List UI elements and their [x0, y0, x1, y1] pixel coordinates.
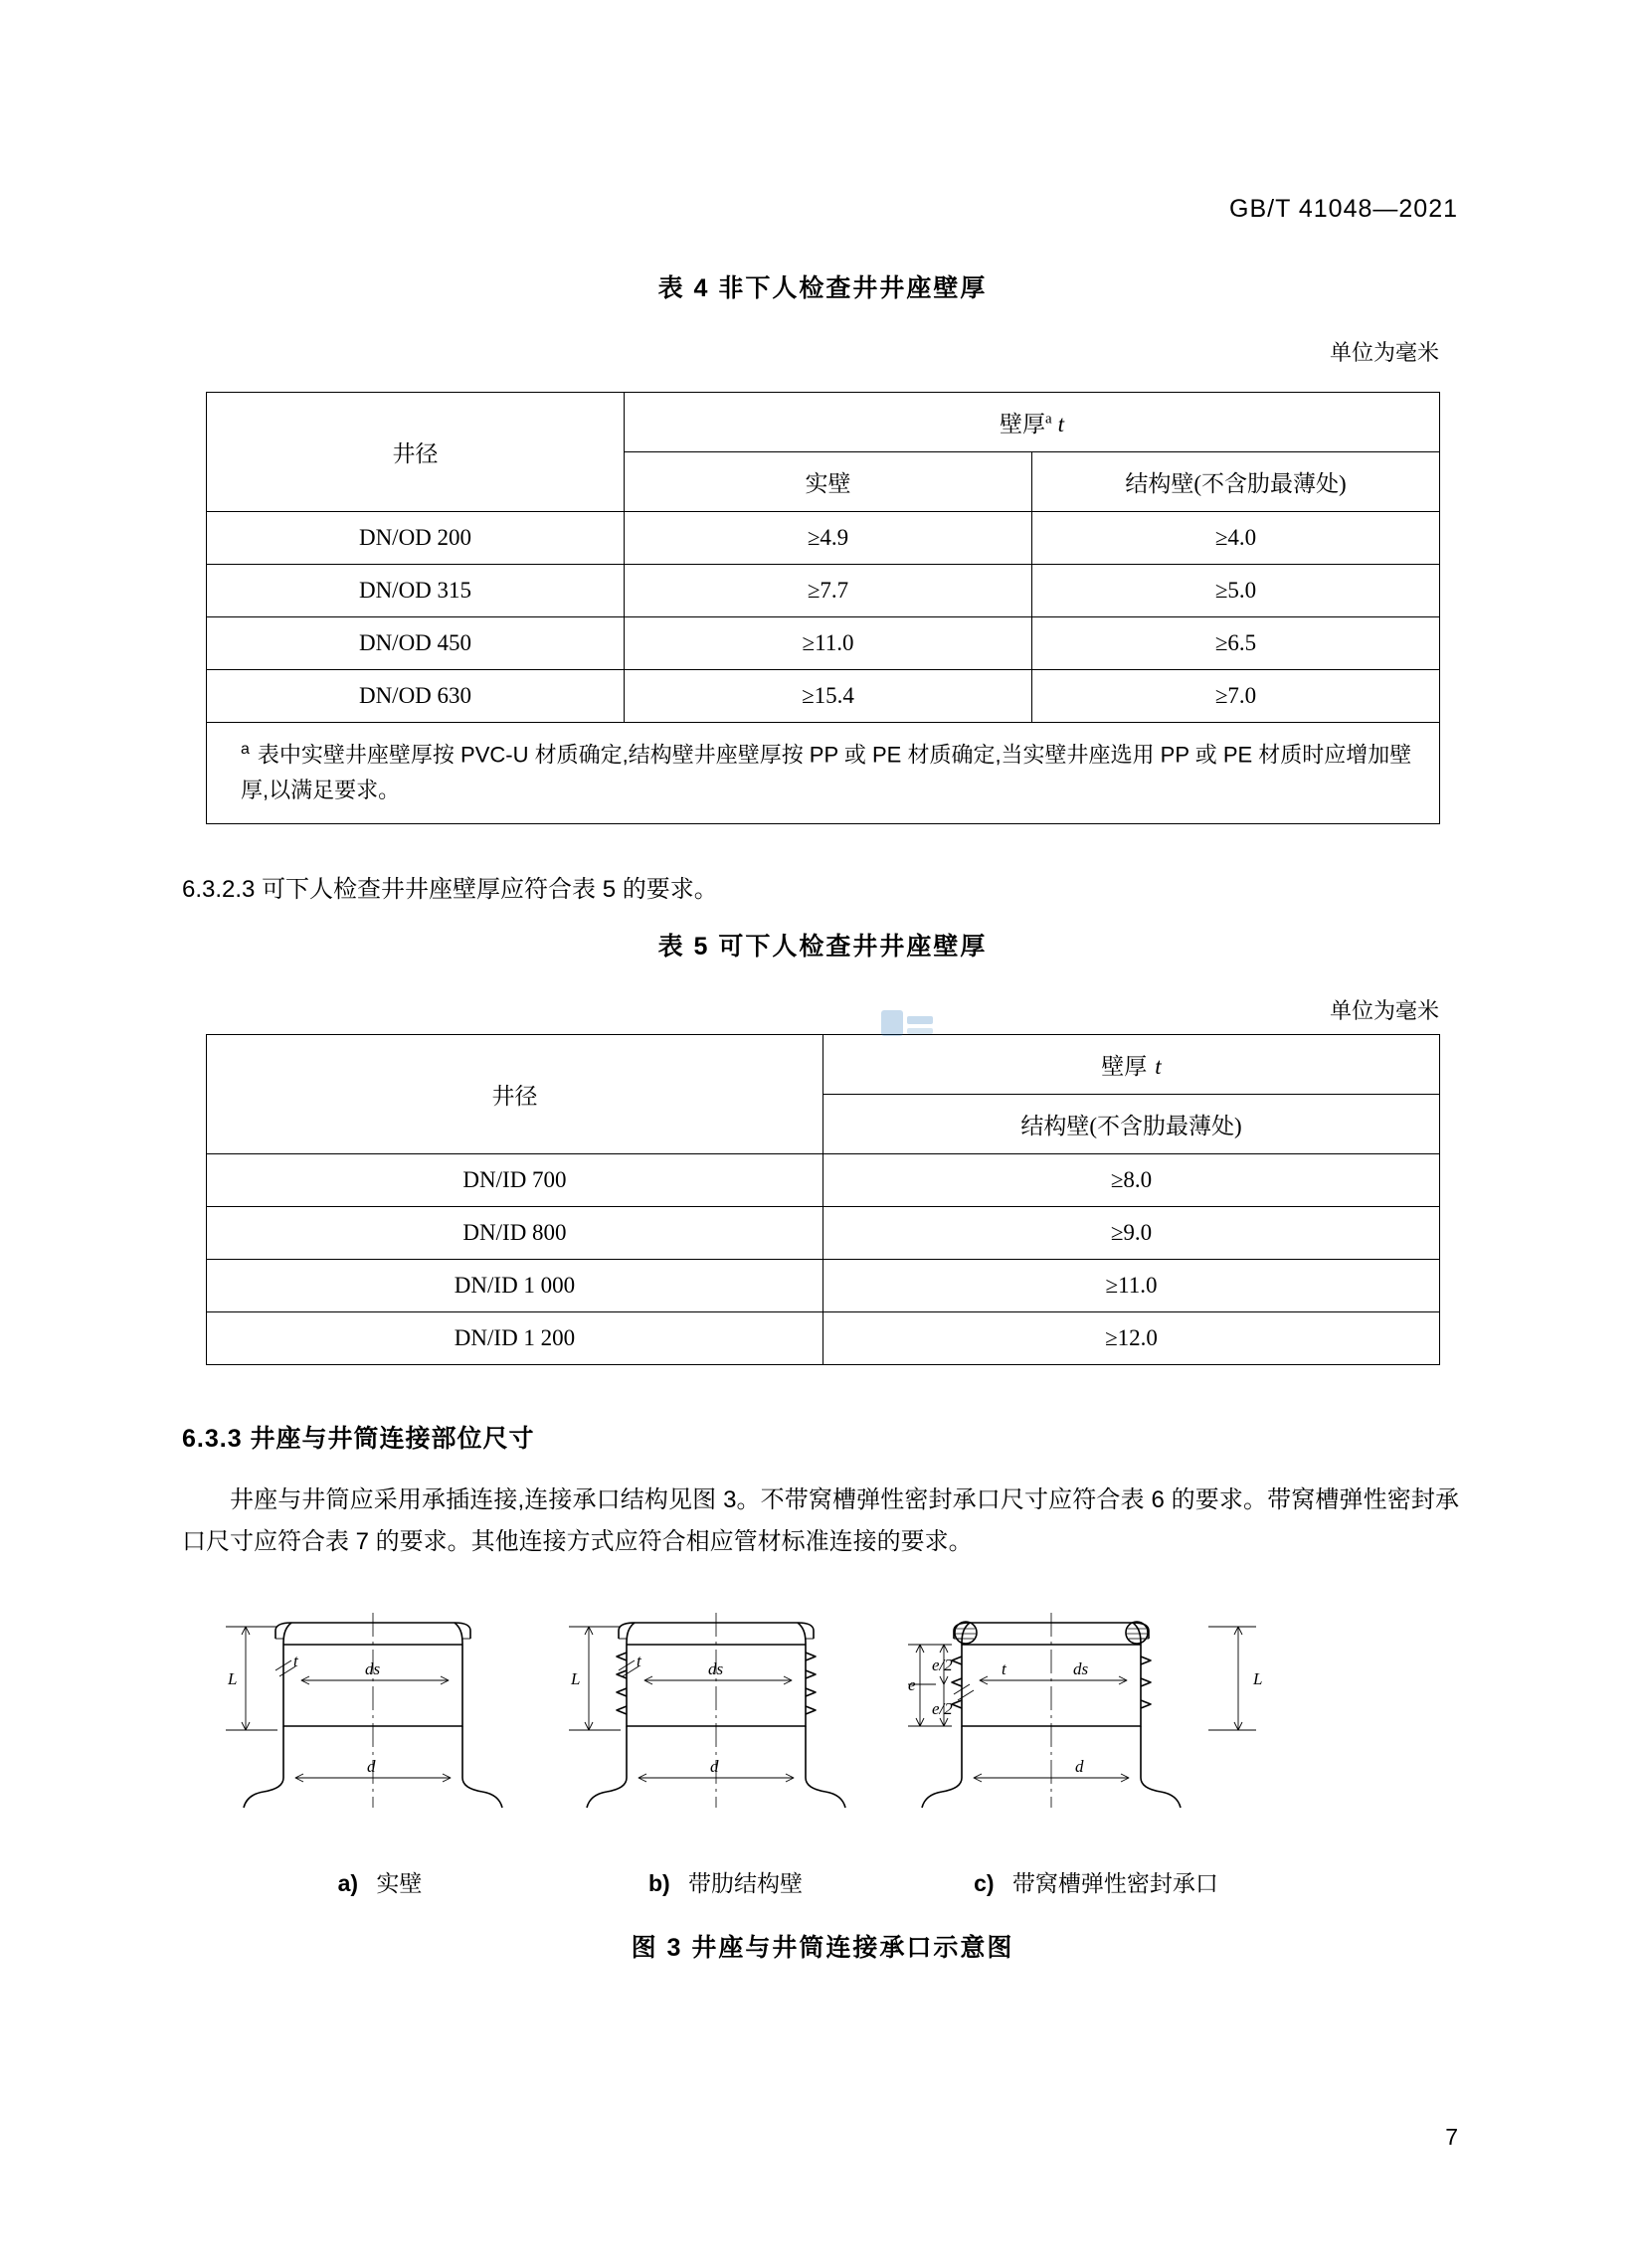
figure3-label-ds-b: ds	[708, 1659, 724, 1678]
table5-header-structured: 结构壁(不含肋最薄处)	[823, 1095, 1440, 1154]
table5-header-row-1	[207, 1035, 1440, 1095]
table5-title-block	[206, 927, 1439, 1025]
table4-container	[206, 392, 1440, 824]
table4-r0-diameter: DN/OD 200	[207, 512, 625, 565]
table4-r3-structured: ≥7.0	[1032, 670, 1440, 723]
table4-r0-solid: ≥4.9	[625, 512, 1032, 565]
watermark-logo-icon	[879, 1006, 935, 1040]
figure3-title: 图 3 井座与井筒连接承口示意图	[631, 1934, 1014, 1962]
figure3-part-c	[908, 1613, 1256, 1808]
table4-r2-solid: ≥11.0	[625, 617, 1032, 670]
figure3-label-d-a: d	[367, 1757, 376, 1776]
table4-title: 表 4 非下人检查井井座壁厚	[657, 274, 988, 302]
table5-header-thickness-text: 壁厚	[1101, 1054, 1148, 1079]
table5-r0-structured: ≥8.0	[823, 1154, 1440, 1207]
table4-footnote-cell	[207, 723, 1440, 824]
table4-r3-solid: ≥15.4	[625, 670, 1032, 723]
table4-footnote-text: 表中实壁井座壁厚按 PVC-U 材质确定,结构壁井座壁厚按 PP 或 PE 材质确定,当实壁井座选用 PP 或 PE 材质时应增加壁厚,以满足要求。	[241, 742, 1412, 802]
table4-r0-structured: ≥4.0	[1032, 512, 1440, 565]
table4-r3-diameter: DN/OD 630	[207, 670, 625, 723]
figure3-caption-a-text: 实壁	[376, 1870, 423, 1896]
figure3-label-ehalf-top-c: e/2	[932, 1656, 953, 1674]
figure3-caption-c-key: c)	[974, 1870, 995, 1896]
figure3-label-e-c: e	[908, 1675, 916, 1694]
figure3-caption-a-key: a)	[337, 1870, 359, 1896]
table4-r2-diameter: DN/OD 450	[207, 617, 625, 670]
figure3-drawing	[206, 1609, 1439, 1857]
standard-code-header: GB/T 41048—2021	[1229, 195, 1458, 223]
table5-r3-diameter: DN/ID 1 200	[207, 1312, 823, 1365]
figure3-captions	[206, 1865, 1439, 1898]
table4-header-diameter: 井径	[207, 393, 625, 512]
table4-r2-structured: ≥6.5	[1032, 617, 1440, 670]
figure3-svg	[206, 1609, 1439, 1852]
figure3-part-a	[226, 1613, 502, 1808]
table5-header-thickness-symbol: t	[1155, 1054, 1162, 1079]
clause-6-3-3-body: 井座与井筒应采用承插连接,连接承口结构见图 3。不带窝槽弹性密封承口尺寸应符合表 6 的要求。带窝槽弹性密封承口尺寸应符合表 7 的要求。其他连接方式应符合相应管材标准连接的要求。	[182, 1486, 1459, 1555]
table-row	[207, 1312, 1440, 1365]
figure3-label-L-a: L	[228, 1669, 238, 1688]
table5-unit: 单位为毫米	[1329, 998, 1439, 1023]
table-row	[207, 1154, 1440, 1207]
table5-r0-diameter: DN/ID 700	[207, 1154, 823, 1207]
figure3-caption-c-text: 带窝槽弹性密封承口	[1011, 1870, 1218, 1896]
table5-r3-structured: ≥12.0	[823, 1312, 1440, 1365]
table5-r1-structured: ≥9.0	[823, 1207, 1440, 1260]
figure3-label-d-c: d	[1075, 1757, 1084, 1776]
figure3-caption-a	[206, 1865, 554, 1898]
figure3-label-d-b: d	[710, 1757, 719, 1776]
table5-r2-diameter: DN/ID 1 000	[207, 1260, 823, 1312]
table-row	[207, 617, 1440, 670]
table4-r1-solid: ≥7.7	[625, 565, 1032, 617]
figure3-part-b	[569, 1613, 845, 1808]
figure3-label-L-c: L	[1253, 1669, 1263, 1688]
figure3-caption-b	[554, 1865, 897, 1898]
table4-unit: 单位为毫米	[1329, 340, 1439, 365]
table4-title-block	[206, 268, 1439, 367]
table4-header-row-1	[207, 393, 1440, 452]
figure3-block	[206, 1609, 1439, 1964]
figure3-label-t-c: t	[1002, 1659, 1006, 1678]
figure3-label-ehalf-bottom-c: e/2	[932, 1699, 953, 1718]
table4-header-thickness	[625, 393, 1440, 452]
table5-header-diameter: 井径	[207, 1035, 823, 1154]
table5-r1-diameter: DN/ID 800	[207, 1207, 823, 1260]
table4-header-solid: 实壁	[625, 452, 1032, 512]
table-row	[207, 1207, 1440, 1260]
table-row	[207, 512, 1440, 565]
figure3-caption-b-key: b)	[647, 1870, 670, 1896]
table-row	[207, 565, 1440, 617]
table5-r2-structured: ≥11.0	[823, 1260, 1440, 1312]
figure3-caption-c	[897, 1865, 1295, 1898]
table4-r1-diameter: DN/OD 315	[207, 565, 625, 617]
table4-header-thickness-symbol: t	[1057, 412, 1065, 436]
table-row	[207, 1260, 1440, 1312]
table5-header-thickness	[823, 1035, 1440, 1095]
clause-6-3-2-3: 6.3.2.3 可下人检查井井座壁厚应符合表 5 的要求。	[182, 876, 718, 903]
table4-footnote-row	[207, 723, 1440, 824]
table5-title: 表 5 可下人检查井井座壁厚	[657, 933, 988, 960]
page-number: 7	[1445, 2124, 1458, 2150]
table4-header-structured: 结构壁(不含肋最薄处)	[1032, 452, 1440, 512]
table4-r1-structured: ≥5.0	[1032, 565, 1440, 617]
clause-6-3-3-heading: 6.3.3 井座与井筒连接部位尺寸	[182, 1425, 535, 1453]
table5-container	[206, 1034, 1440, 1365]
table4	[206, 392, 1440, 824]
figure3-label-t-a: t	[293, 1652, 298, 1670]
table4-header-thickness-superscript: a	[1044, 411, 1052, 428]
figure3-label-ds-a: ds	[365, 1659, 381, 1678]
figure3-label-t-b: t	[637, 1652, 641, 1670]
table5	[206, 1034, 1440, 1365]
figure3-caption-b-text: 带肋结构壁	[688, 1870, 804, 1896]
table4-footnote-marker: a	[241, 741, 250, 758]
figure3-label-L-b: L	[571, 1669, 581, 1688]
figure3-label-ds-c: ds	[1073, 1659, 1089, 1678]
table-row	[207, 670, 1440, 723]
table4-header-thickness-text: 壁厚	[999, 412, 1045, 436]
